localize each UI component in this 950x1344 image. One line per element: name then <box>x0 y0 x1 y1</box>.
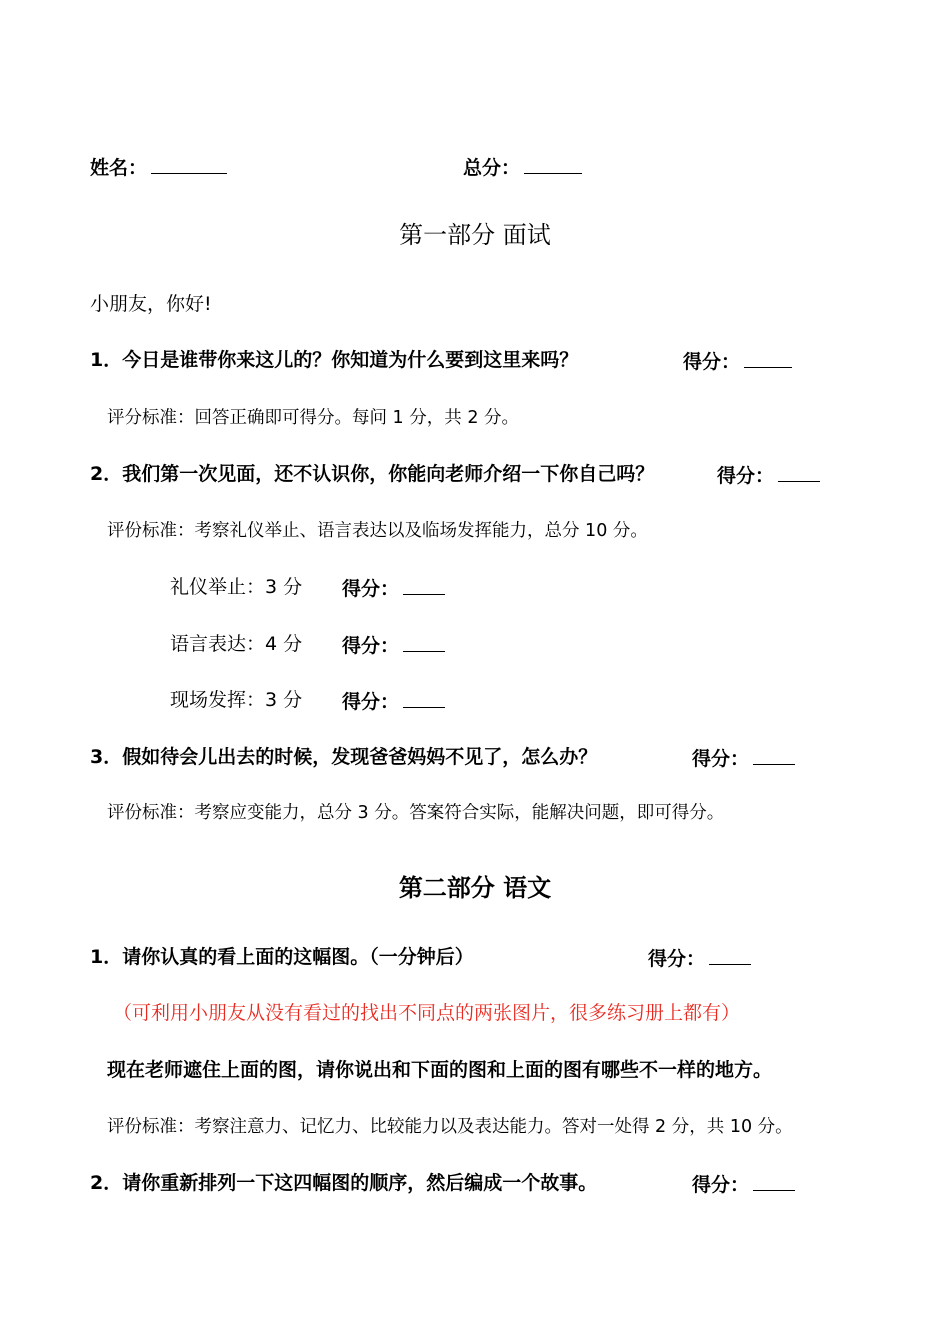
score-blank[interactable] <box>403 687 445 708</box>
part1-q2-item-performance-score <box>342 687 445 715</box>
part1-q1-criteria: 评分标准：回答正确即可得分。每问 1 分，共 2 分。 <box>107 408 520 428</box>
item-label: 现场发挥：3 分 <box>170 689 303 711</box>
part2-q1-criteria: 评份标准：考察注意力、记忆力、比较能力以及表达能力。答对一处得 2 分，共 10 分。 <box>107 1117 793 1137</box>
part1-q3-score <box>692 744 795 772</box>
name-blank[interactable] <box>151 153 227 174</box>
part1-q2-item-expression <box>170 631 302 657</box>
score-blank[interactable] <box>753 744 795 765</box>
score-blank[interactable] <box>709 944 751 965</box>
total-label: 总分： <box>463 157 521 179</box>
score-label: 得分： <box>648 948 706 970</box>
part2-q1-text: 1．请你认真的看上面的这幅图。（一分钟后） <box>90 946 474 968</box>
part1-q2-item-etiquette <box>170 574 302 600</box>
score-blank[interactable] <box>744 347 792 368</box>
part1-q2-item-etiquette-score <box>342 574 445 602</box>
score-label: 得分： <box>342 635 400 657</box>
item-label: 语言表达：4 分 <box>170 633 303 655</box>
part1-q2-criteria: 评份标准：考察礼仪举止、语言表达以及临场发挥能力，总分 10 分。 <box>107 521 648 541</box>
part2-title: 第二部分 语文 <box>398 874 552 902</box>
part2-q2-text: 2．请你重新排列一下这四幅图的顺序，然后编成一个故事。 <box>90 1172 598 1194</box>
part1-q2-text: 2．我们第一次见面，还不认识你，你能向老师介绍一下你自己吗？ <box>90 463 655 485</box>
score-label: 得分： <box>692 1174 750 1196</box>
part1-q3-criteria: 评份标准：考察应变能力，总分 3 分。答案符合实际，能解决问题，即可得分。 <box>107 803 725 823</box>
score-blank[interactable] <box>403 631 445 652</box>
part1-q2-item-expression-score <box>342 631 445 659</box>
score-label: 得分： <box>342 691 400 713</box>
greeting: 小朋友，你好! <box>90 293 212 315</box>
score-blank[interactable] <box>753 1170 795 1191</box>
part1-q1-text: 1．今日是谁带你来这儿的？你知道为什么要到这里来吗？ <box>90 349 579 371</box>
total-row <box>463 153 582 181</box>
part1-q2-item-performance <box>170 687 302 713</box>
name-label: 姓名： <box>90 157 148 179</box>
part1-q3-text: 3．假如待会儿出去的时候，发现爸爸妈妈不见了，怎么办？ <box>90 746 598 768</box>
score-label: 得分： <box>692 748 750 770</box>
part1-q2-score <box>717 461 820 489</box>
part2-q2-score <box>692 1170 795 1198</box>
part1-title: 第一部分 面试 <box>399 221 551 249</box>
part1-q1-score <box>683 347 792 375</box>
part2-q1-note: （可利用小朋友从没有看过的找出不同点的两张图片，很多练习册上都有） <box>113 1002 741 1024</box>
item-label: 礼仪举止：3 分 <box>170 576 303 598</box>
score-blank[interactable] <box>778 461 820 482</box>
part2-q1-score <box>648 944 751 972</box>
score-label: 得分： <box>683 351 741 373</box>
name-row <box>90 153 227 181</box>
score-label: 得分： <box>342 578 400 600</box>
score-blank[interactable] <box>403 574 445 595</box>
part2-q1-instruction: 现在老师遮住上面的图，请你说出和下面的图和上面的图有哪些不一样的地方。 <box>107 1059 773 1081</box>
score-label: 得分： <box>717 465 775 487</box>
total-blank[interactable] <box>524 153 582 174</box>
